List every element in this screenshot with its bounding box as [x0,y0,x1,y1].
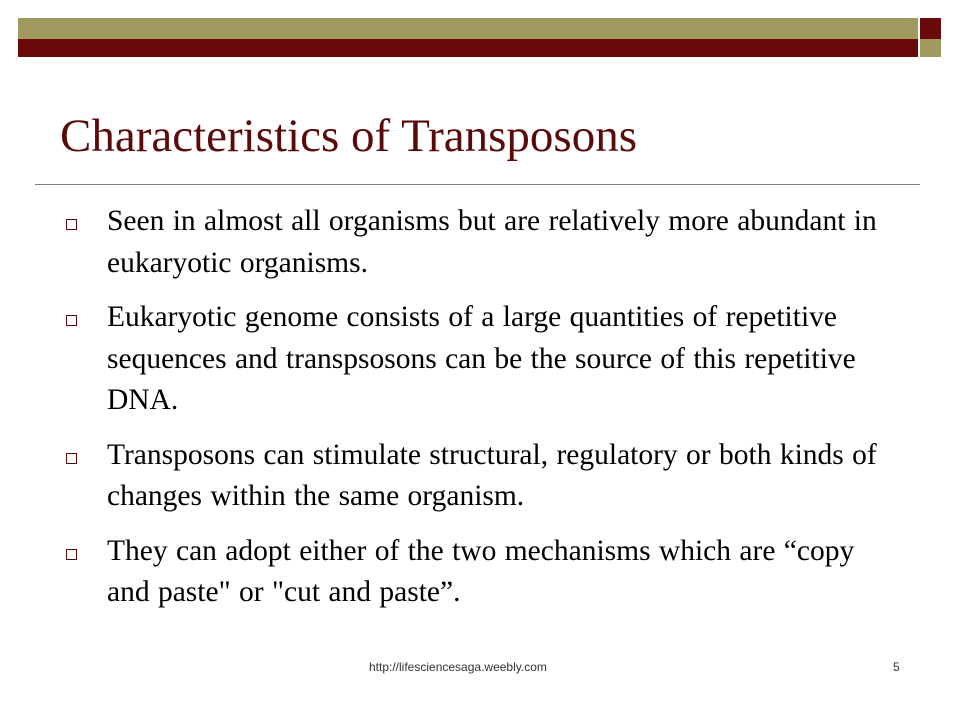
square-bullet-icon [66,549,77,560]
bullet-list [60,201,900,627]
square-bullet-icon [66,219,77,230]
slide-title: Characteristics of Transposons [60,110,638,162]
bullet-item [60,531,900,614]
title-divider [35,184,920,185]
bullet-item [60,435,900,518]
bullet-text: Eukaryotic genome consists of a large quantities of repetitive sequences and transpsosons can be the source of this repetitive DNA. [107,301,856,416]
square-bullet-icon [66,315,77,326]
footer-url: http://lifesciencesaga.weebly.com [369,660,547,674]
square-bullet-icon [66,453,77,464]
header-bar-olive [18,18,918,39]
bullet-item [60,297,900,422]
bullet-text: Transposons can stimulate structural, regulatory or both kinds of changes within the same organism. [107,438,877,512]
bullet-item [60,201,900,284]
page-number: 5 [893,660,900,674]
header-corner-maroon-block [920,18,941,39]
header-corner-olive-block [920,39,941,57]
bullet-text: They can adopt either of the two mechanisms which are “copy and paste" or "cut and paste”. [107,534,855,608]
header-bar-maroon [18,39,918,57]
bullet-text: Seen in almost all organisms but are relatively more abundant in eukaryotic organisms. [107,205,877,279]
